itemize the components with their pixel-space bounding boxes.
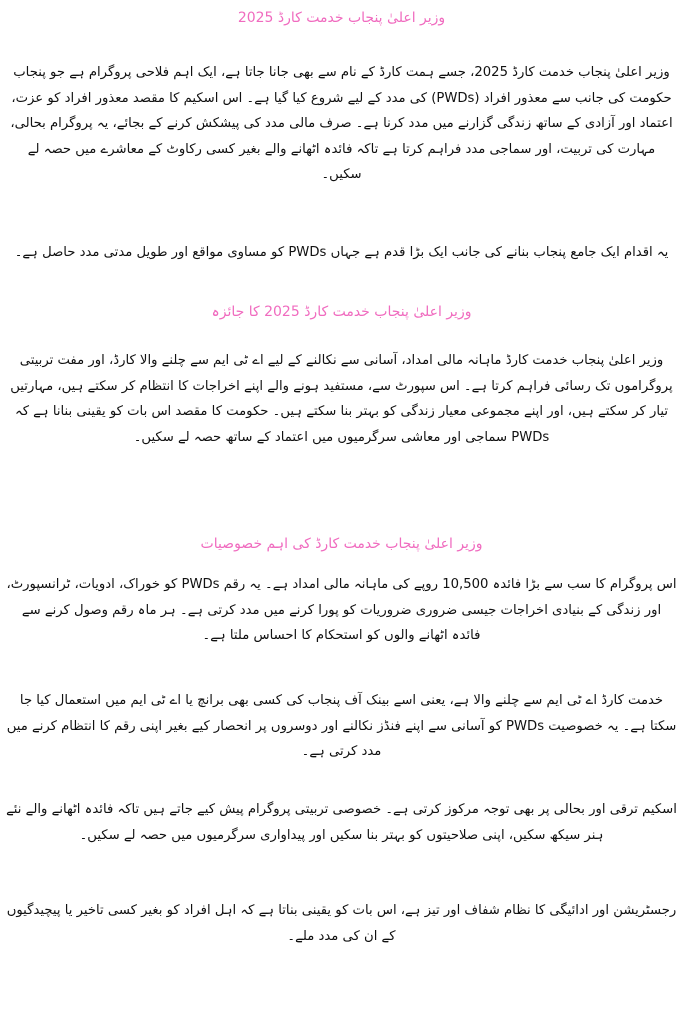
features-atm-card-paragraph: خدمت کارڈ اے ٹی ایم سے چلنے والا ہے، یعنی اسے بینک آف پنجاب کی کسی بھی برانچ یا اے ٹی ایم میں استعمال کیا جا سکتا ہے۔ یہ خصوصیت PWDs کو آسانی سے اپنے فنڈز نکالنے اور دوسروں پر انحصار کیے بغیر اپنی رقم کا انتظام کرنے میں مدد کرتی ہے۔	[6, 693, 677, 759]
overview-paragraph: وزیر اعلیٰ پنجاب خدمت کارڈ ماہانہ مالی امداد، آسانی سے نکالنے کے لیے اے ٹی ایم سے چلنے والا کارڈ، اور مفت تربیتی پروگراموں تک رسائی فراہم کرتا ہے۔ اس سپورٹ سے، مستفید ہونے والے اپنے اخراجات کا انتظام کر سکتے ہیں، مہارتیں تیار کر سکتے ہیں، اور اپنے مجموعی معیار زندگی کو بہتر بنا سکتے ہیں۔ حکومت کا مقصد اس بات کو یقینی بنانا ہے کہ PWDs سماجی اور معاشی سرگرمیوں میں اعتماد کے ساتھ حصہ لے سکیں۔	[10, 353, 673, 445]
intro-paragraph: وزیر اعلیٰ پنجاب خدمت کارڈ 2025، جسے ہمت کارڈ کے نام سے بھی جانا جاتا ہے، ایک اہم فلاحی پروگرام ہے جو پنجاب حکومت کی جانب سے معذور افراد (PWDs) کی مدد کے لیے شروع کیا گیا ہے۔ اس اسکیم کا مقصد معذور افراد کو عزت، اعتماد اور آزادی کے ساتھ زندگی گزارنے میں مدد کرنا ہے۔ صرف مالی مدد کی پیشکش کرنے کے بجائے، یہ پروگرام بحالی، مہارت کی تربیت، اور سماجی مدد فراہم کرتا ہے تاکہ فائدہ اٹھانے والے بغیر کسی رکاوٹ کے معاشرے میں حصہ لے سکیں۔	[10, 65, 673, 182]
overview-heading: وزیر اعلیٰ پنجاب خدمت کارڈ 2025 کا جائزہ	[211, 304, 472, 320]
intro-summary-paragraph: یہ اقدام ایک جامع پنجاب بنانے کی جانب ایک بڑا قدم ہے جہاں PWDs کو مساوی مواقع اور طویل مدتی مدد حاصل ہے۔	[14, 245, 669, 260]
page-title: وزیر اعلیٰ پنجاب خدمت کارڈ 2025	[237, 10, 446, 26]
features-monthly-aid-paragraph: اس پروگرام کا سب سے بڑا فائدہ 10,500 روپے کی ماہانہ مالی امداد ہے۔ یہ رقم PWDs کو خوراک، ادویات، ٹرانسپورٹ، اور زندگی کے بنیادی اخراجات جیسی ضروری ضروریات کو پورا کرنے میں مدد کرتی ہے۔ ہر ماہ رقم وصول کرنے سے فائدہ اٹھانے والوں کو استحکام کا احساس ملتا ہے۔	[6, 577, 677, 643]
features-training-paragraph: اسکیم ترقی اور بحالی پر بھی توجہ مرکوز کرتی ہے۔ خصوصی تربیتی پروگرام پیش کیے جاتے ہیں تاکہ فائدہ اٹھانے والے نئے ہنر سیکھ سکیں، اپنی صلاحیتوں کو بہتر بنا سکیں اور پیداواری سرگرمیوں میں حصہ لے سکیں۔	[6, 802, 677, 843]
features-registration-paragraph: رجسٹریشن اور ادائیگی کا نظام شفاف اور تیز ہے، اس بات کو یقینی بناتا ہے کہ اہل افراد کو بغیر کسی تاخیر یا پیچیدگیوں کے ان کی مدد ملے۔	[6, 903, 677, 944]
features-heading: وزیر اعلیٰ پنجاب خدمت کارڈ کی اہم خصوصیات	[200, 536, 483, 552]
